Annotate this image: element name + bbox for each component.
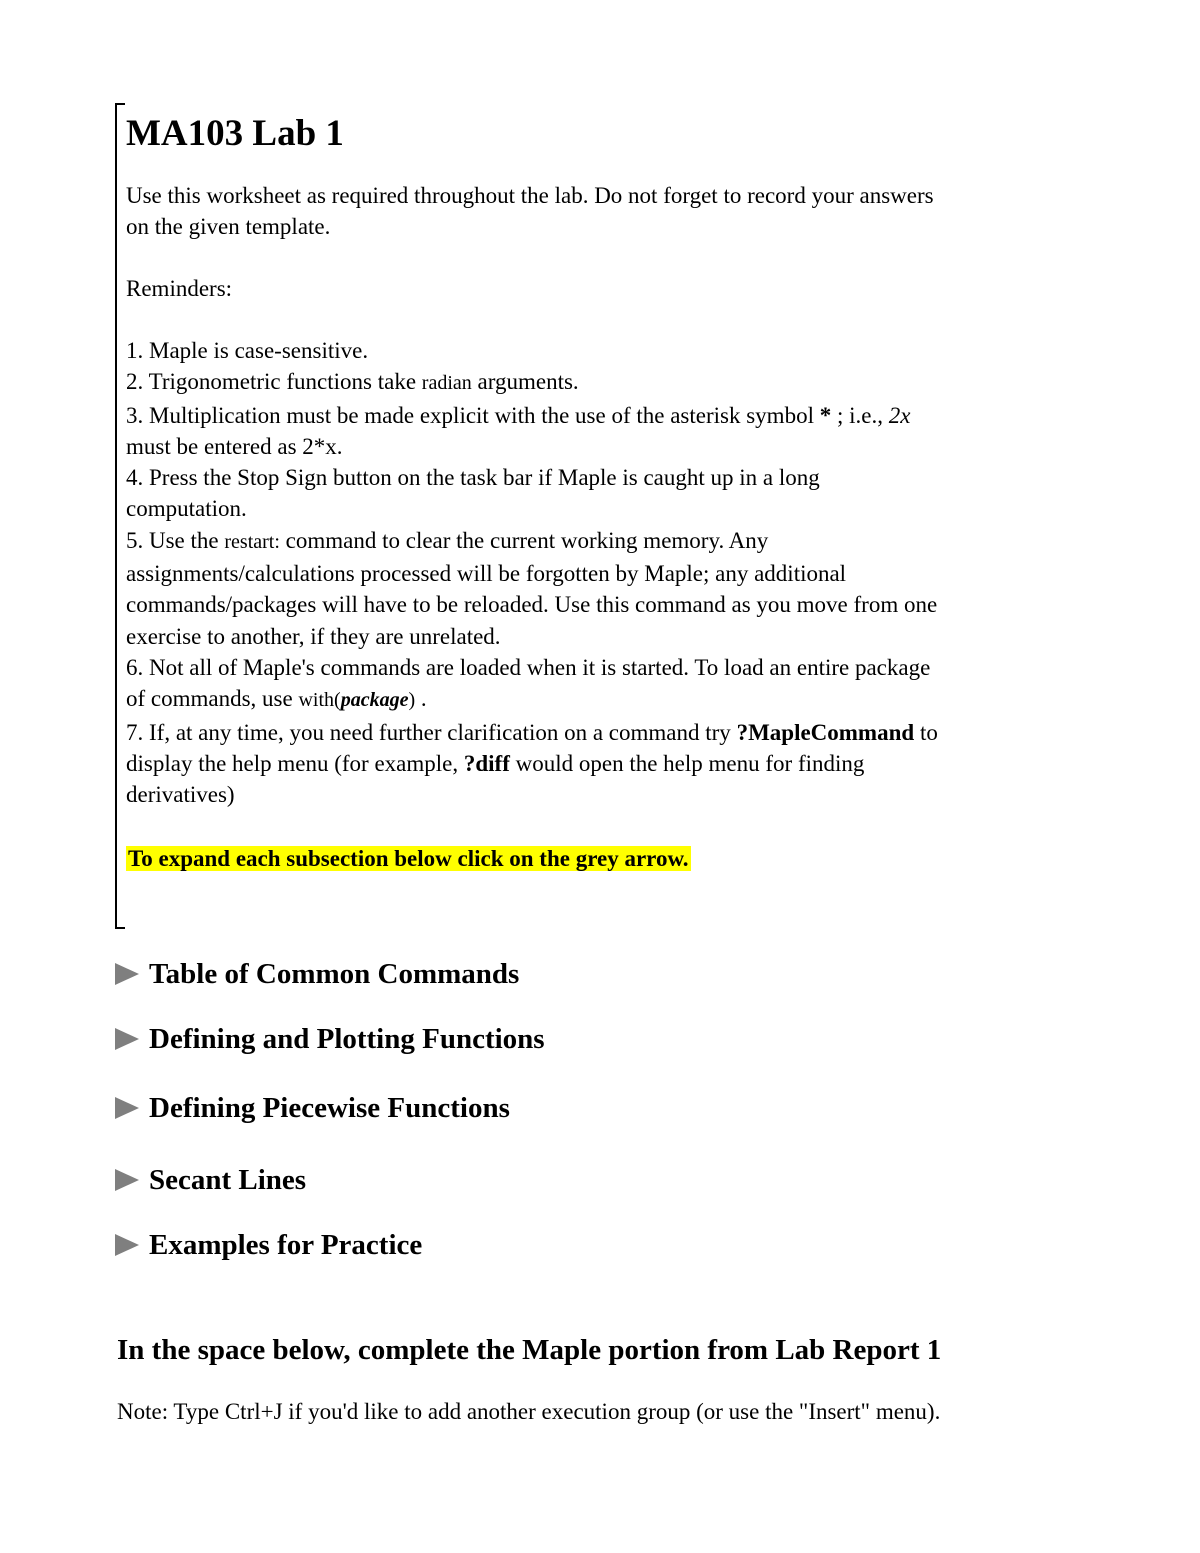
reminder-7-maplecommand: ?MapleCommand: [736, 719, 915, 745]
reminder-7-line2-end: would open the help menu for finding: [509, 750, 865, 776]
reminder-3-text: 3. Multiplication must be made explicit with the use of the asterisk symbol: [126, 402, 820, 428]
reminder-3-ie: ; i.e.,: [831, 402, 889, 428]
reminder-2: [126, 366, 1126, 399]
reminder-7-line2: display the help menu (for example,: [126, 750, 464, 776]
page-title: MA103 Lab 1: [126, 113, 344, 154]
expand-note-line: [126, 843, 1126, 874]
section-defining-and-plotting-functions[interactable]: [115, 1020, 1115, 1058]
reminder-4-line2: computation.: [126, 496, 247, 522]
intro-line-1: Use this worksheet as required throughout the lab. Do not forget to record your answers: [126, 183, 934, 208]
expand-arrow-icon[interactable]: [115, 963, 139, 985]
reminder-6-package: package: [340, 689, 409, 712]
expand-note: To expand each subsection below click on the grey arrow.: [128, 846, 689, 872]
reminder-2-end: arguments.: [471, 369, 579, 395]
reminder-5-restart: restart:: [224, 530, 280, 553]
reminder-5-rest: command to clear the current working memory. Any: [279, 527, 769, 553]
reminder-2-radian: radian: [421, 372, 472, 395]
section-label[interactable]: Secant Lines: [149, 1163, 307, 1196]
section-label[interactable]: Defining Piecewise Functions: [149, 1091, 510, 1124]
reminder-1-text: 1. Maple is case-sensitive.: [126, 338, 369, 363]
section-label[interactable]: Table of Common Commands: [149, 957, 520, 990]
reminder-1: [126, 335, 1126, 366]
reminder-5-line2: assignments/calculations processed will be forgotten by Maple; any additional: [126, 561, 847, 587]
reminder-6-line1: 6. Not all of Maple's commands are loaded when it is started. To load an entire package: [126, 654, 931, 680]
footer-note: Note: Type Ctrl+J if you'd like to add another execution group (or use the "Insert" menu).: [117, 1399, 941, 1424]
reminder-6-line2: of commands, use: [126, 686, 299, 712]
reminders-list: [126, 335, 1126, 810]
reminder-5-text: 5. Use the: [126, 527, 225, 553]
reminder-4: [126, 462, 1126, 525]
section-label[interactable]: Examples for Practice: [149, 1228, 423, 1261]
section-label[interactable]: Defining and Plotting Functions: [149, 1022, 545, 1055]
section-secant-lines[interactable]: [115, 1161, 1115, 1199]
reminder-5-line3: commands/packages will have to be reloaded. Use this command as you move from one: [126, 592, 938, 618]
expand-arrow-icon[interactable]: [115, 1028, 139, 1050]
reminder-7-to: to: [914, 719, 938, 745]
complete-heading: In the space below, complete the Maple portion from Lab Report 1: [117, 1334, 942, 1366]
reminder-3-line2: must be entered as: [126, 433, 303, 459]
collapsible-sections: [115, 955, 1115, 1264]
execution-group-bracket[interactable]: [115, 103, 125, 929]
intro-text-block: [126, 110, 1126, 874]
reminders-label: Reminders:: [126, 276, 233, 301]
reminder-4-line1: 4. Press the Stop Sign button on the task bar if Maple is caught up in a long: [126, 465, 820, 491]
reminder-6: [126, 652, 1126, 717]
section-examples-for-practice[interactable]: [115, 1226, 1115, 1264]
expand-arrow-icon[interactable]: [115, 1234, 139, 1256]
expand-arrow-icon[interactable]: [115, 1169, 139, 1191]
reminder-7: [126, 717, 1126, 811]
reminder-5-line4: exercise to another, if they are unrelated.: [126, 623, 501, 649]
section-table-of-common-commands[interactable]: [115, 955, 1115, 993]
reminder-3-asterisk: *: [819, 402, 832, 428]
reminder-7-line1: 7. If, at any time, you need further clarification on a command try: [126, 719, 737, 745]
reminder-2-text: 2. Trigonometric functions take: [126, 369, 422, 395]
expand-arrow-icon[interactable]: [115, 1097, 139, 1119]
reminder-3: [126, 400, 1126, 463]
reminder-7-diff: ?diff: [463, 750, 510, 776]
reminder-5: [126, 525, 1126, 652]
reminder-6-period: .: [415, 686, 427, 712]
reminder-7-line3: derivatives): [126, 782, 235, 808]
section-defining-piecewise-functions[interactable]: [115, 1089, 1115, 1127]
reminder-3-period: .: [336, 433, 343, 459]
intro-paragraph: [126, 180, 1126, 242]
reminder-3-code: 2*x: [302, 433, 337, 459]
reminder-6-close: ): [408, 689, 416, 712]
intro-line-2: on the given template.: [126, 214, 331, 239]
reminder-3-2x: 2x: [888, 402, 911, 428]
reminder-6-with: with(: [298, 689, 341, 712]
